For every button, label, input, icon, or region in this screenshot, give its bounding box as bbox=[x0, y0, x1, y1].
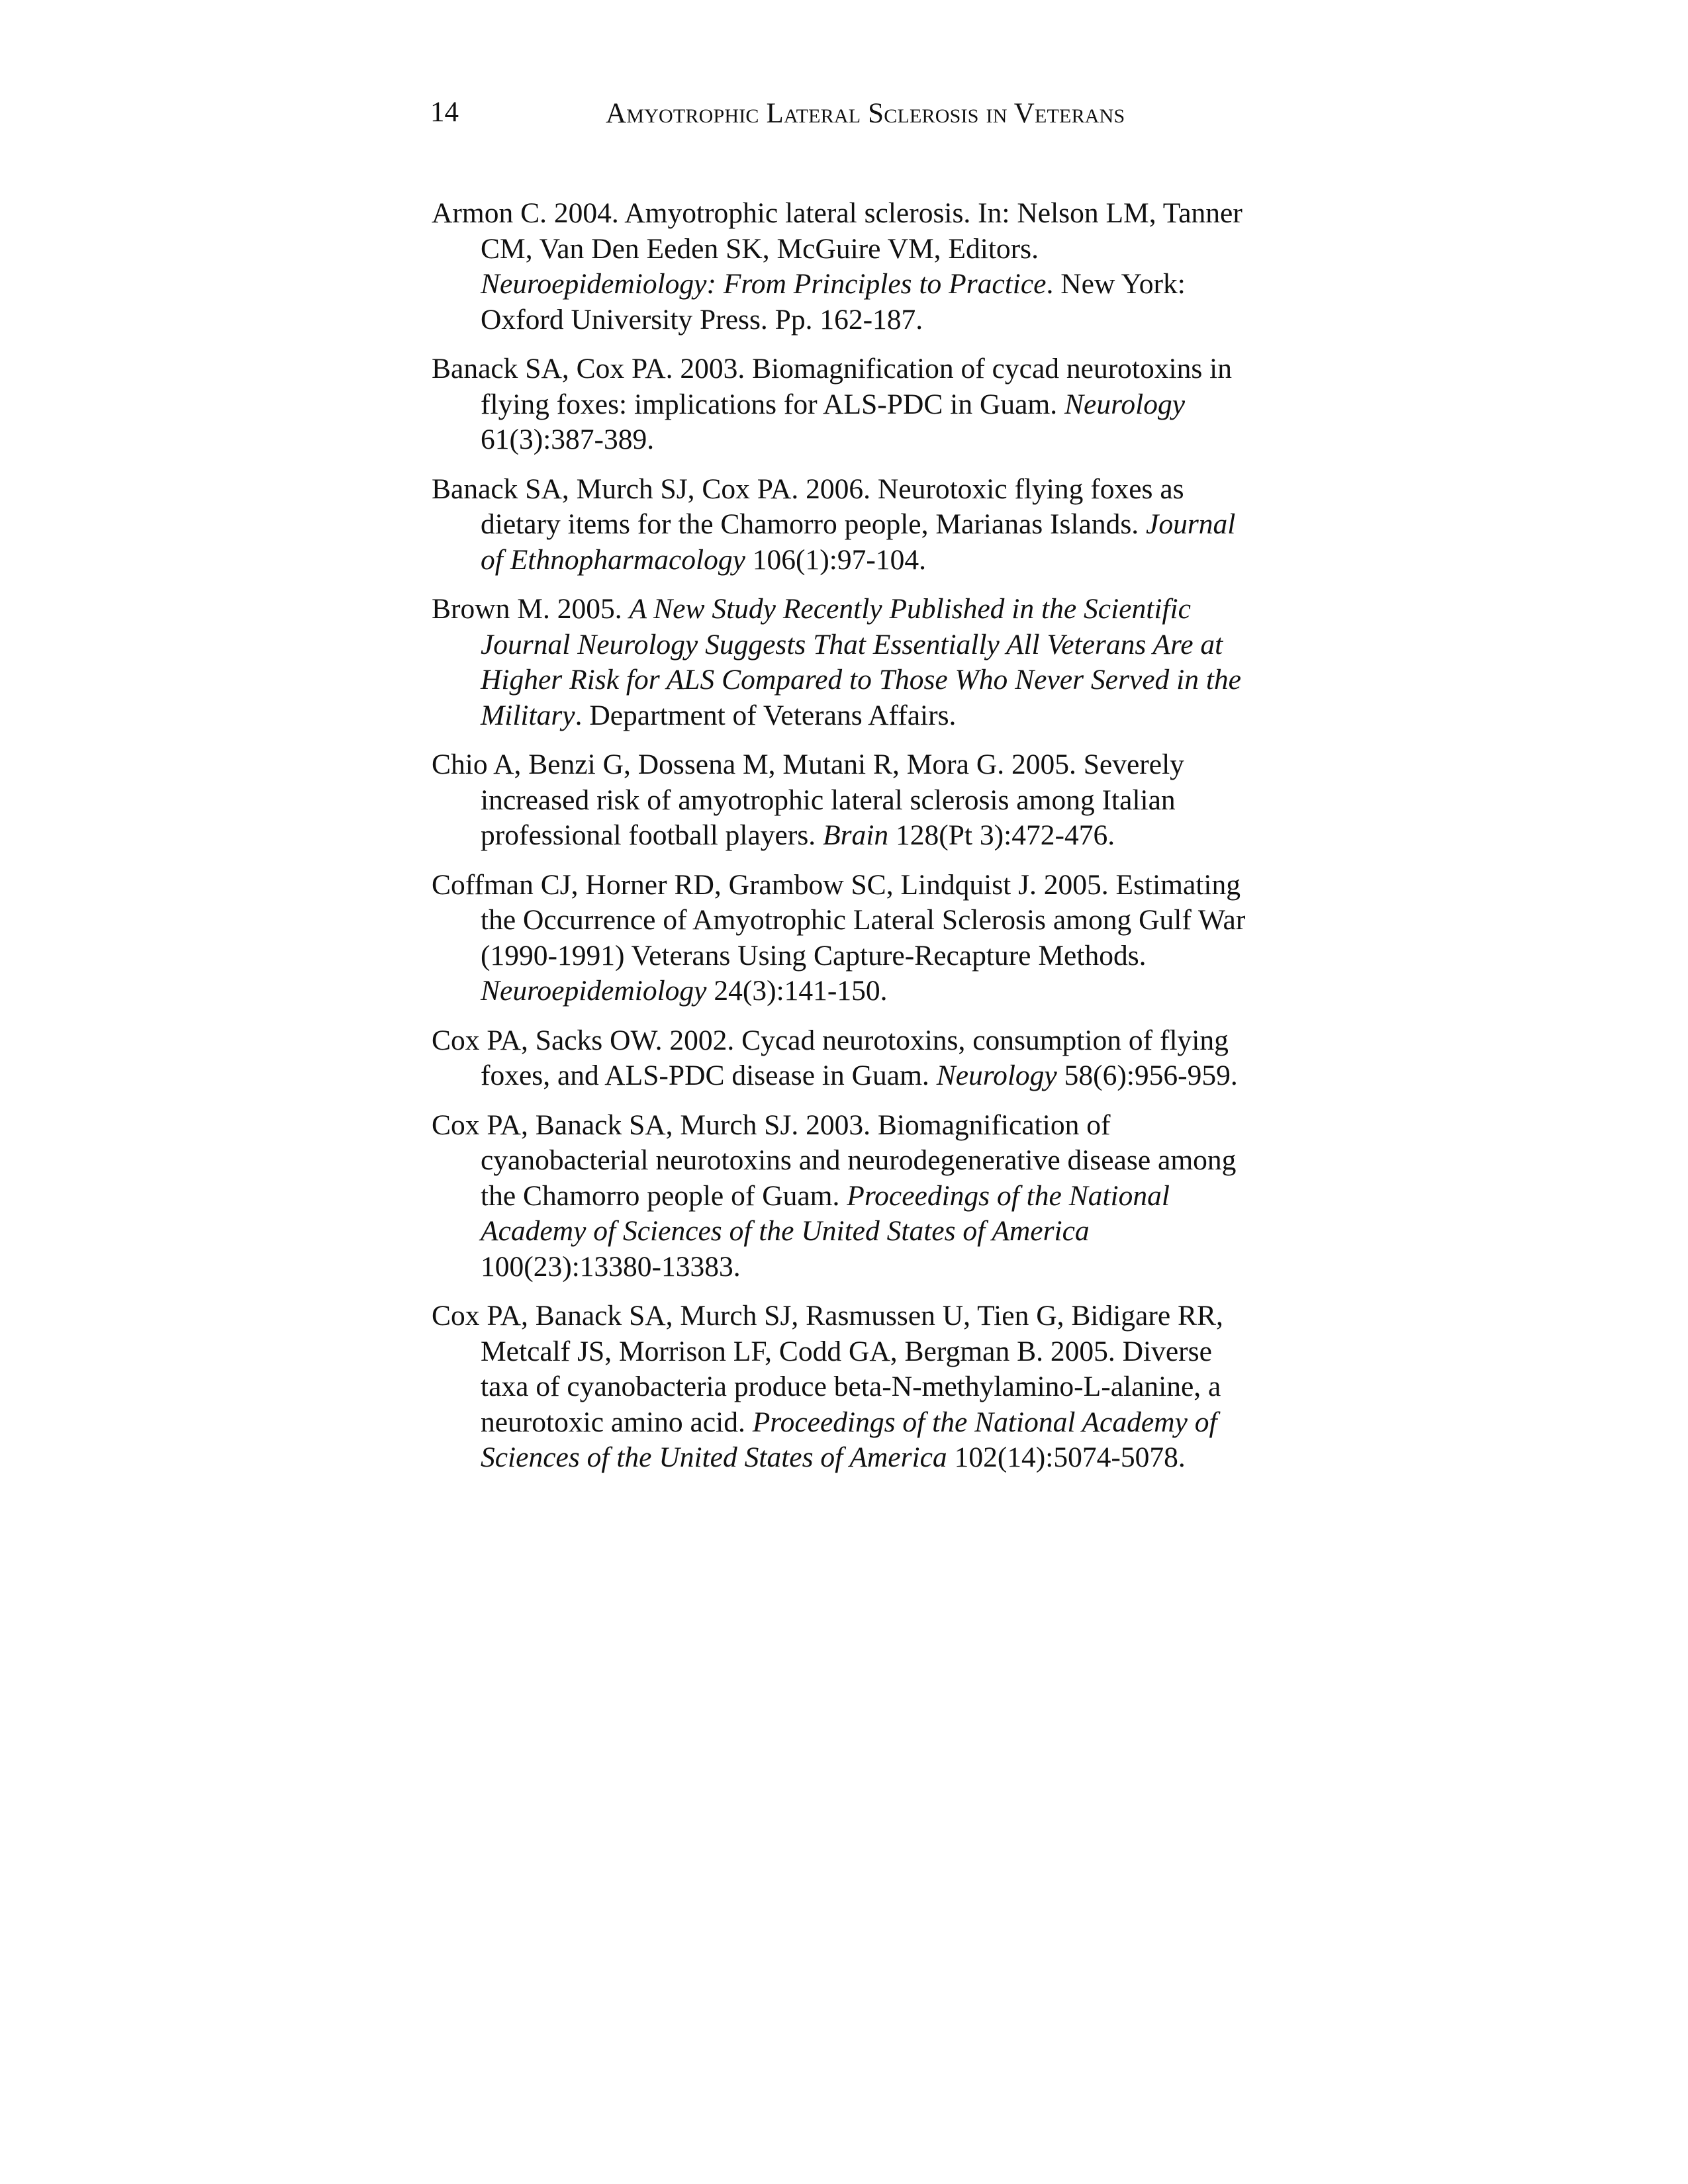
reference-citation: 128(Pt 3):472-476. bbox=[888, 819, 1115, 851]
reference-citation: 102(14):5074-5078. bbox=[947, 1441, 1186, 1473]
reference-source: Proceedings of the National Academy of Sciences of the United States of America bbox=[481, 1406, 1217, 1473]
reference-source: A New Study Recently Published in the Scientific Journal Neurology Suggests That Essentially All Veterans Are at Higher Risk for ALS Compared to Those Who Never Served in the Military bbox=[481, 593, 1241, 731]
reference-cox-sacks-2002 bbox=[432, 1023, 1259, 1094]
reference-list bbox=[432, 196, 1259, 1490]
reference-coffman-2005 bbox=[432, 868, 1259, 1009]
reference-source: Neuroepidemiology: From Principles to Practice bbox=[481, 268, 1047, 300]
reference-citation: 100(23):13380-13383. bbox=[481, 1250, 741, 1283]
reference-chio-2005 bbox=[432, 747, 1259, 854]
reference-text: Coffman CJ, Horner RD, Grambow SC, Lindquist J. 2005. Estimating the Occurrence of Amyotrophic Lateral Sclerosis among Gulf War (1990-1991) Veterans Using Capture-Recapture Methods. bbox=[432, 868, 1246, 972]
running-head: Amyotrophic Lateral Sclerosis in Veterans bbox=[606, 98, 1125, 129]
reference-banack-2006 bbox=[432, 472, 1259, 578]
reference-text: Chio A, Benzi G, Dossena M, Mutani R, Mora G. 2005. Severely increased risk of amyotrophic lateral sclerosis among Italian professional football players. bbox=[432, 749, 1184, 851]
reference-cox-2005 bbox=[432, 1298, 1259, 1476]
reference-citation: 24(3):141-150. bbox=[706, 975, 888, 1007]
reference-citation: 106(1):97-104. bbox=[745, 543, 926, 576]
reference-source: Neurology bbox=[936, 1060, 1057, 1091]
reference-citation: 61(3):387-389. bbox=[481, 424, 655, 455]
reference-citation: 58(6):956-959. bbox=[1056, 1060, 1238, 1091]
reference-source: Brain bbox=[823, 819, 889, 851]
reference-source: Journal of Ethnopharmacology bbox=[481, 508, 1236, 576]
page-number: 14 bbox=[430, 97, 459, 128]
reference-armon-2004 bbox=[432, 196, 1259, 338]
reference-source: Neurology bbox=[1064, 388, 1186, 420]
reference-cox-2003 bbox=[432, 1108, 1259, 1285]
reference-text: Armon C. 2004. Amyotrophic lateral sclerosis. In: Nelson LM, bbox=[432, 197, 1156, 229]
reference-text: Cox PA, Sacks OW. 2002. Cycad neurotoxins, consumption of flying foxes, and ALS-PDC disease in Guam. bbox=[432, 1024, 1229, 1091]
reference-source: Neuroepidemiology bbox=[481, 975, 707, 1007]
reference-citation: . New York: Oxford University Press. Pp. 162-187. bbox=[481, 268, 1186, 336]
reference-banack-2003 bbox=[432, 351, 1259, 458]
reference-source: Proceedings of the National Academy of Sciences of the United States of America bbox=[481, 1179, 1170, 1247]
reference-text: Brown M. 2005. bbox=[432, 593, 630, 625]
reference-text: Cox PA, Banack SA, Murch SJ, Rasmussen U, Tien G, Bidigare RR, Metcalf JS, Morrison LF, Codd GA, Bergman B. 2005. Diverse taxa of cyanobacteria produce beta-N-methylamino-L-alanine, a neurotoxic amino acid. bbox=[432, 1300, 1223, 1438]
reference-text: Banack SA, Cox PA. 2003. Biomagnification of cycad neurotoxins in flying foxes: implications for ALS-PDC in Guam. bbox=[432, 353, 1232, 420]
reference-text: Banack SA, Murch SJ, Cox PA. 2006. Neurotoxic flying foxes as dietary items for the Chamorro people, Marianas Islands. bbox=[432, 473, 1184, 540]
reference-text: Tanner CM, Van Den Eeden SK, McGuire VM, Editors. bbox=[481, 197, 1243, 265]
reference-brown-2005 bbox=[432, 592, 1259, 733]
reference-citation: . Department of Veterans Affairs. bbox=[575, 699, 957, 731]
reference-text: Cox PA, Banack SA, Murch SJ. 2003. Biomagnification of cyanobacterial neurotoxins and neurodegenerative disease among the Chamorro people of Guam. bbox=[432, 1109, 1237, 1212]
